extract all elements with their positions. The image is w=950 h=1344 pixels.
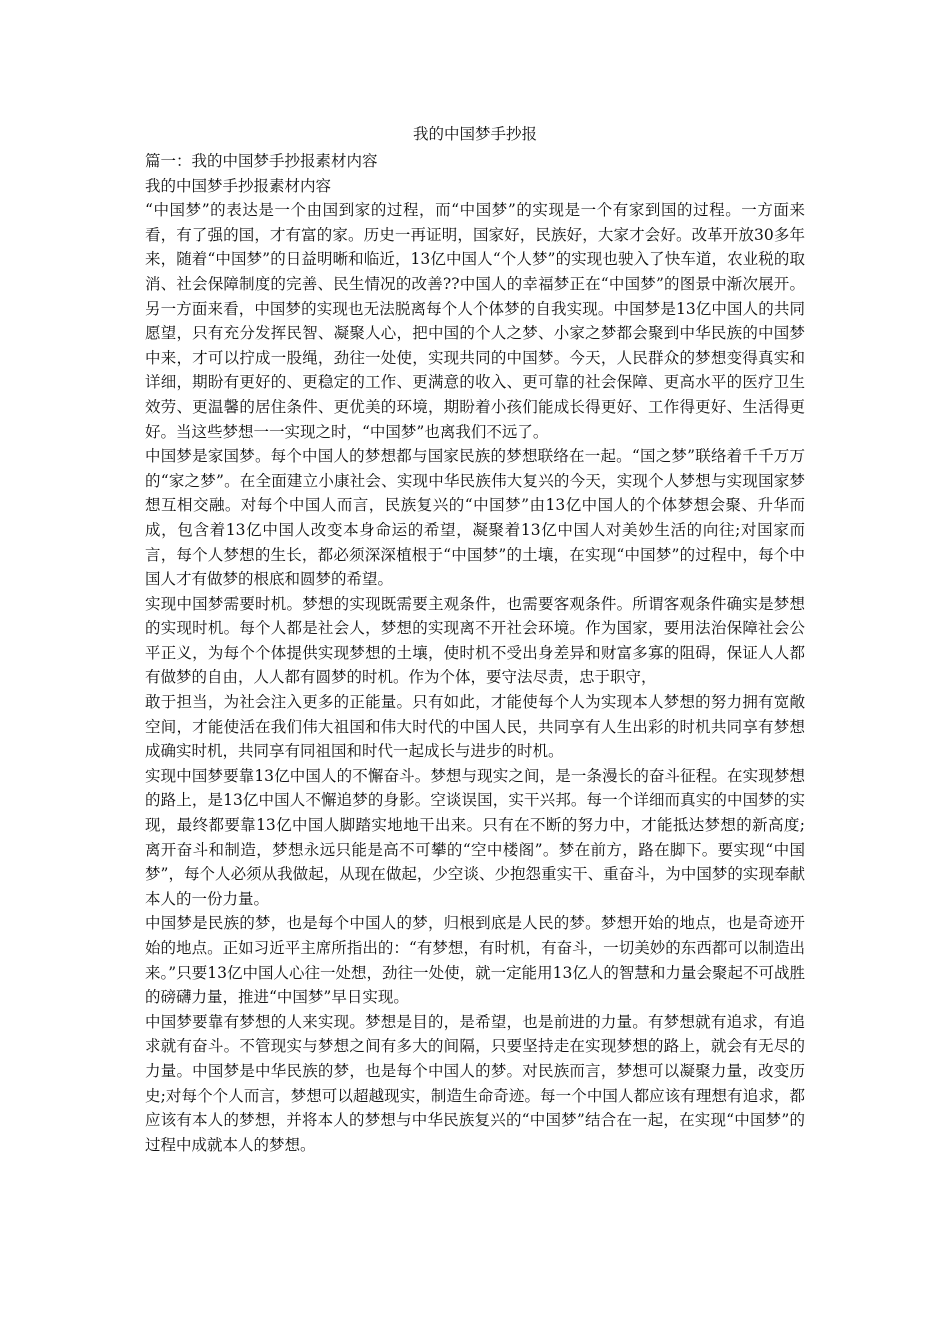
section-subheading: 我的中国梦手抄报素材内容 [145,176,332,195]
document-body [145,149,805,1157]
body-paragraph: 敢于担当，为社会注入更多的正能量。只有如此，才能使每个人为实现本人梦想的努力拥有宽敞空间，才能使活在我们伟大祖国和伟大时代的中国人民，共同享有人生出彩的时机共同享有梦想成确实时机，共同享有同祖国和时代一起成长与进步的时机。 [145,693,805,761]
section-heading: 篇一：我的中国梦手抄报素材内容 [145,152,378,170]
body-paragraph: 实现中国梦要靠13亿中国人的不懈奋斗。梦想与现实之间，是一条漫长的奋斗征程。在实现梦想的路上，是13亿中国人不懈追梦的身影。空谈误国，实干兴邦。每一个详细而真实的中国梦的实现，最终都要靠13亿中国人脚踏实地地干出来。只有在不断的努力中，才能抵达梦想的新高度;离开奋斗和制造，梦想永远只能是高不可攀的“空中楼阁”。梦在前方，路在脚下。要实现“中国梦”，每个人必须从我做起，从现在做起，少空谈、少抱怨重实干、重奋斗，为中国梦的实现奉献本人的一份力量。 [145,766,805,908]
document-title: 我的中国梦手抄报 [412,125,537,143]
body-paragraph: 中国梦是民族的梦，也是每个中国人的梦，归根到底是人民的梦。梦想开始的地点，也是奇迹开始的地点。正如习近平主席所指出的：“有梦想，有时机，有奋斗，一切美妙的东西都可以制造出来。”只要13亿中国人心往一处想，劲往一处使，就一定能用13亿人的智慧和力量会聚起不可战胜的磅礴力量，推进“中国梦”早日实现。 [145,914,805,1007]
body-paragraph: “中国梦”的表达是一个由国到家的过程，而“中国梦”的实现是一个有家到国的过程。一方面来看，有了强的国，才有富的家。历史一再证明，国家好，民族好，大家才会好。改革开放30多年来，随着“中国梦”的日益明晰和临近，13亿中国人“个人梦”的实现也驶入了快车道，农业税的取消、社会保障制度的完善、民生情况的改善??中国人的幸福梦正在“中国梦”的图景中渐次展开。另一方面来看，中国梦的实现也无法脱离每个人个体梦的自我实现。中国梦是13亿中国人的共同愿望，只有充分发挥民智、凝聚人心，把中国的个人之梦、小家之梦都会聚到中华民族的中国梦中来，才可以拧成一股绳，劲往一处使，实现共同的中国梦。今天，人民群众的梦想变得真实和详细，期盼有更好的、更稳定的工作、更满意的收入、更可靠的社会保障、更高水平的医疗卫生效劳、更温馨的居住条件、更优美的环境，期盼着小孩们能成长得更好、工作得更好、生活得更好。当这些梦想一一实现之时，“中国梦”也离我们不远了。 [145,201,805,441]
body-paragraph: 中国梦要靠有梦想的人来实现。梦想是目的，是希望，也是前进的力量。有梦想就有追求，有追求就有奋斗。不管现实与梦想之间有多大的间隔，只要坚持走在实现梦想的路上，就会有无尽的力量。中国梦是中华民族的梦，也是每个中国人的梦。对民族而言，梦想可以凝聚力量，改变历史;对每个个人而言，梦想可以超越现实，制造生命奇迹。每一个中国人都应该有理想有追求，都应该有本人的梦想，并将本人的梦想与中华民族复兴的“中国梦”结合在一起，在实现“中国梦”的过程中成就本人的梦想。 [145,1012,805,1154]
body-paragraph: 实现中国梦需要时机。梦想的实现既需要主观条件，也需要客观条件。所谓客观条件确实是梦想的实现时机。每个人都是社会人，梦想的实现离不开社会环境。作为国家，要用法治保障社会公平正义，为每个个体提供实现梦想的土壤，使时机不受出身差异和财富多寡的阻碍，保证人人都有做梦的自由，人人都有圆梦的时机。作为个体，要守法尽责，忠于职守， [145,594,805,687]
body-paragraph: 中国梦是家国梦。每个中国人的梦想都与国家民族的梦想联络在一起。“国之梦”联络着千千万万的“家之梦”。在全面建立小康社会、实现中华民族伟大复兴的今天，实现个人梦想与实现国家梦想互相交融。对每个中国人而言，民族复兴的“中国梦”由13亿中国人的个体梦想会聚、升华而成，包含着13亿中国人改变本身命运的希望，凝聚着13亿中国人对美妙生活的向往;对国家而言，每个人梦想的生长，都必须深深植根于“中国梦”的土壤，在实现“中国梦”的过程中，每个中国人才有做梦的根底和圆梦的希望。 [145,447,805,589]
